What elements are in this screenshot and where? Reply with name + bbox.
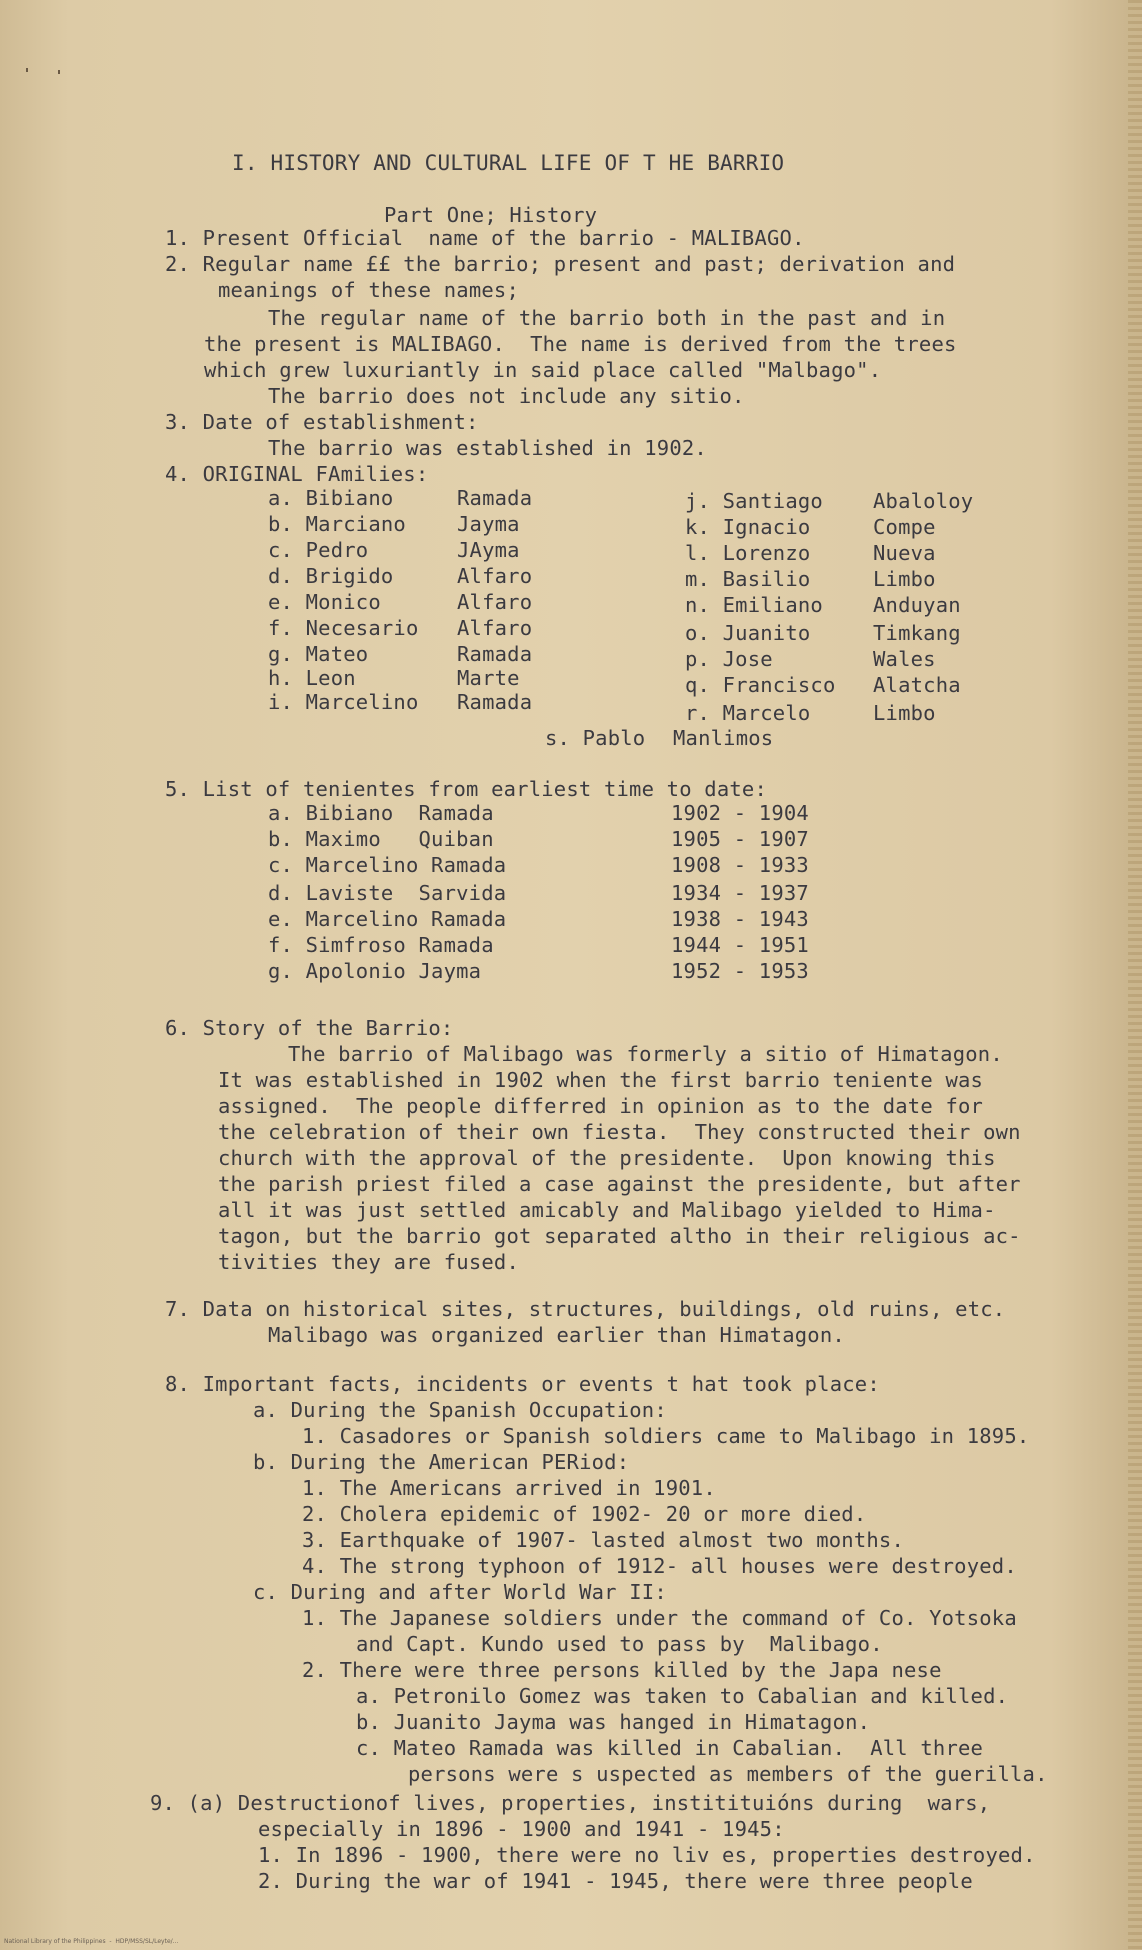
item-8-sub: a. During the Spanish Occupation: <box>253 1398 667 1422</box>
family-entry: i. Marcelino <box>268 690 419 714</box>
archive-footer: National Library of the Philippines - HDP/MSS/SL/Leyte/... <box>4 1938 179 1945</box>
item-8-line: 2. There were three persons killed by the Japa nese <box>302 1658 942 1682</box>
family-entry: p. Jose <box>685 647 773 671</box>
item-8-line: b. Juanito Jayma was hanged in Himatagon. <box>356 1710 871 1734</box>
story-line: all it was just settled amicably and Malibago yielded to Hima- <box>218 1198 996 1222</box>
teniente-name: b. Maximo Quiban <box>268 827 494 851</box>
family-entry: k. Ignacio <box>685 515 811 539</box>
item-8-sub: c. During and after World War II: <box>253 1580 667 1604</box>
item-8: 8. Important facts, incidents or events t hat took place: <box>165 1372 880 1396</box>
family-entry: r. Marcelo <box>685 701 811 725</box>
teniente-years: 1905 - 1907 <box>671 827 809 851</box>
item-2-line: the present is MALIBAGO. The name is derived from the trees <box>204 332 957 356</box>
part-heading: Part One; History <box>384 203 598 227</box>
family-entry: m. Basilio <box>685 567 811 591</box>
teniente-years: 1908 - 1933 <box>671 853 809 877</box>
family-surname: Compe <box>873 515 936 539</box>
item-8-line: and Capt. Kundo used to pass by Malibago. <box>356 1632 883 1656</box>
item-2-line: The regular name of the barrio both in the past and in <box>268 306 946 330</box>
family-entry: c. Pedro <box>268 538 369 562</box>
item-9-line: 1. In 1896 - 1900, there were no liv es, properties destroyed. <box>258 1843 1036 1867</box>
family-surname: Limbo <box>873 567 936 591</box>
item-8-line: 3. Earthquake of 1907- lasted almost two months. <box>302 1528 905 1552</box>
family-surname: Anduyan <box>873 593 961 617</box>
teniente-name: c. Marcelino Ramada <box>268 853 507 877</box>
family-entry: f. Necesario <box>268 616 419 640</box>
item-8-line: persons were s uspected as members of the guerilla. <box>408 1762 1048 1786</box>
family-surname: Abaloloy <box>873 489 974 513</box>
teniente-years: 1952 - 1953 <box>671 959 809 983</box>
item-4: 4. ORIGINAL FAmilies: <box>165 462 429 486</box>
family-entry: h. Leon <box>268 666 356 690</box>
family-surname: Wales <box>873 647 936 671</box>
item-2: 2. Regular name ££ the barrio; present and past; derivation and <box>165 252 956 276</box>
family-surname: Alfaro <box>457 590 533 614</box>
item-3: 3. Date of establishment: <box>165 410 479 434</box>
family-surname: Ramada <box>457 690 533 714</box>
teniente-name: a. Bibiano Ramada <box>268 801 494 825</box>
item-8-line: a. Petronilo Gomez was taken to Cabalian and killed. <box>356 1684 1009 1708</box>
family-surname: Ramada <box>457 486 533 510</box>
page-edge <box>1128 0 1142 1950</box>
item-8-line: 1. The Japanese soldiers under the command of Co. Yotsoka <box>302 1606 1017 1630</box>
item-8-line: 1. The Americans arrived in 1901. <box>302 1476 716 1500</box>
teniente-name: e. Marcelino Ramada <box>268 907 507 931</box>
family-entry: d. Brigido <box>268 564 394 588</box>
family-entry: b. Marciano <box>268 512 406 536</box>
item-2-line: meanings of these names; <box>218 278 520 302</box>
family-entry: s. Pablo <box>545 726 646 750</box>
story-line: tivities they are fused. <box>218 1250 520 1274</box>
teniente-name: d. Laviste Sarvida <box>268 881 507 905</box>
teniente-name: g. Apolonio Jayma <box>268 959 482 983</box>
family-surname: Alfaro <box>457 564 533 588</box>
item-2-line: which grew luxuriantly in said place called "Malbago". <box>204 358 882 382</box>
item-8-sub: b. During the American PERiod: <box>253 1450 630 1474</box>
family-surname: Alatcha <box>873 673 961 697</box>
family-surname: Nueva <box>873 541 936 565</box>
family-surname: Limbo <box>873 701 936 725</box>
story-line: tagon, but the barrio got separated altho in their religious ac- <box>218 1224 1021 1248</box>
item-8-line: 1. Casadores or Spanish soldiers came to Malibago in 1895. <box>302 1424 1030 1448</box>
story-line: It was established in 1902 when the first barrio teniente was <box>218 1068 984 1092</box>
binding-mark <box>26 68 28 72</box>
story-line: church with the approval of the presidente. Upon knowing this <box>218 1146 996 1170</box>
family-surname: JAyma <box>457 538 520 562</box>
binding-mark <box>58 70 60 74</box>
family-entry: q. Francisco <box>685 673 836 697</box>
family-surname: Manlimos <box>673 726 774 750</box>
item-7: 7. Data on historical sites, structures, buildings, old ruins, etc. <box>165 1297 1006 1321</box>
family-entry: o. Juanito <box>685 621 811 645</box>
item-3-line: The barrio was established in 1902. <box>268 436 707 460</box>
family-surname: Timkang <box>873 621 961 645</box>
family-surname: Alfaro <box>457 616 533 640</box>
item-7-line: Malibago was organized earlier than Himatagon. <box>268 1323 845 1347</box>
family-entry: j. Santiago <box>685 489 823 513</box>
item-5: 5. List of tenientes from earliest time to date: <box>165 777 768 801</box>
family-entry: n. Emiliano <box>685 593 823 617</box>
item-9-line: 2. During the war of 1941 - 1945, there were three people <box>258 1869 973 1893</box>
teniente-years: 1902 - 1904 <box>671 801 809 825</box>
family-entry: a. Bibiano <box>268 486 394 510</box>
family-entry: l. Lorenzo <box>685 541 811 565</box>
item-1: 1. Present Official name of the barrio - MALIBAGO. <box>165 226 805 250</box>
item-2-line: The barrio does not include any sitio. <box>268 384 745 408</box>
family-surname: Marte <box>457 666 520 690</box>
story-line: the celebration of their own fiesta. They constructed their own <box>218 1120 1021 1144</box>
teniente-years: 1934 - 1937 <box>671 881 809 905</box>
page-title: I. HISTORY AND CULTURAL LIFE OF T HE BARRIO <box>232 151 785 175</box>
item-8-line: c. Mateo Ramada was killed in Cabalian. All three <box>356 1736 984 1760</box>
family-entry: g. Mateo <box>268 642 369 666</box>
item-6: 6. Story of the Barrio: <box>165 1016 454 1040</box>
item-8-line: 4. The strong typhoon of 1912- all houses were destroyed. <box>302 1554 1017 1578</box>
item-8-line: 2. Cholera epidemic of 1902- 20 or more died. <box>302 1502 867 1526</box>
teniente-name: f. Simfroso Ramada <box>268 933 494 957</box>
story-line: assigned. The people differred in opinion as to the date for <box>218 1094 984 1118</box>
item-9: 9. (a) Destructionof lives, properties, institituións during wars, <box>150 1791 991 1815</box>
story-line: the parish priest filed a case against the presidente, but after <box>218 1172 1021 1196</box>
family-surname: Ramada <box>457 642 533 666</box>
teniente-years: 1944 - 1951 <box>671 933 809 957</box>
item-9-line: especially in 1896 - 1900 and 1941 - 1945: <box>258 1817 785 1841</box>
story-line: The barrio of Malibago was formerly a sitio of Himatagon. <box>288 1042 1003 1066</box>
family-entry: e. Monico <box>268 590 381 614</box>
teniente-years: 1938 - 1943 <box>671 907 809 931</box>
family-surname: Jayma <box>457 512 520 536</box>
